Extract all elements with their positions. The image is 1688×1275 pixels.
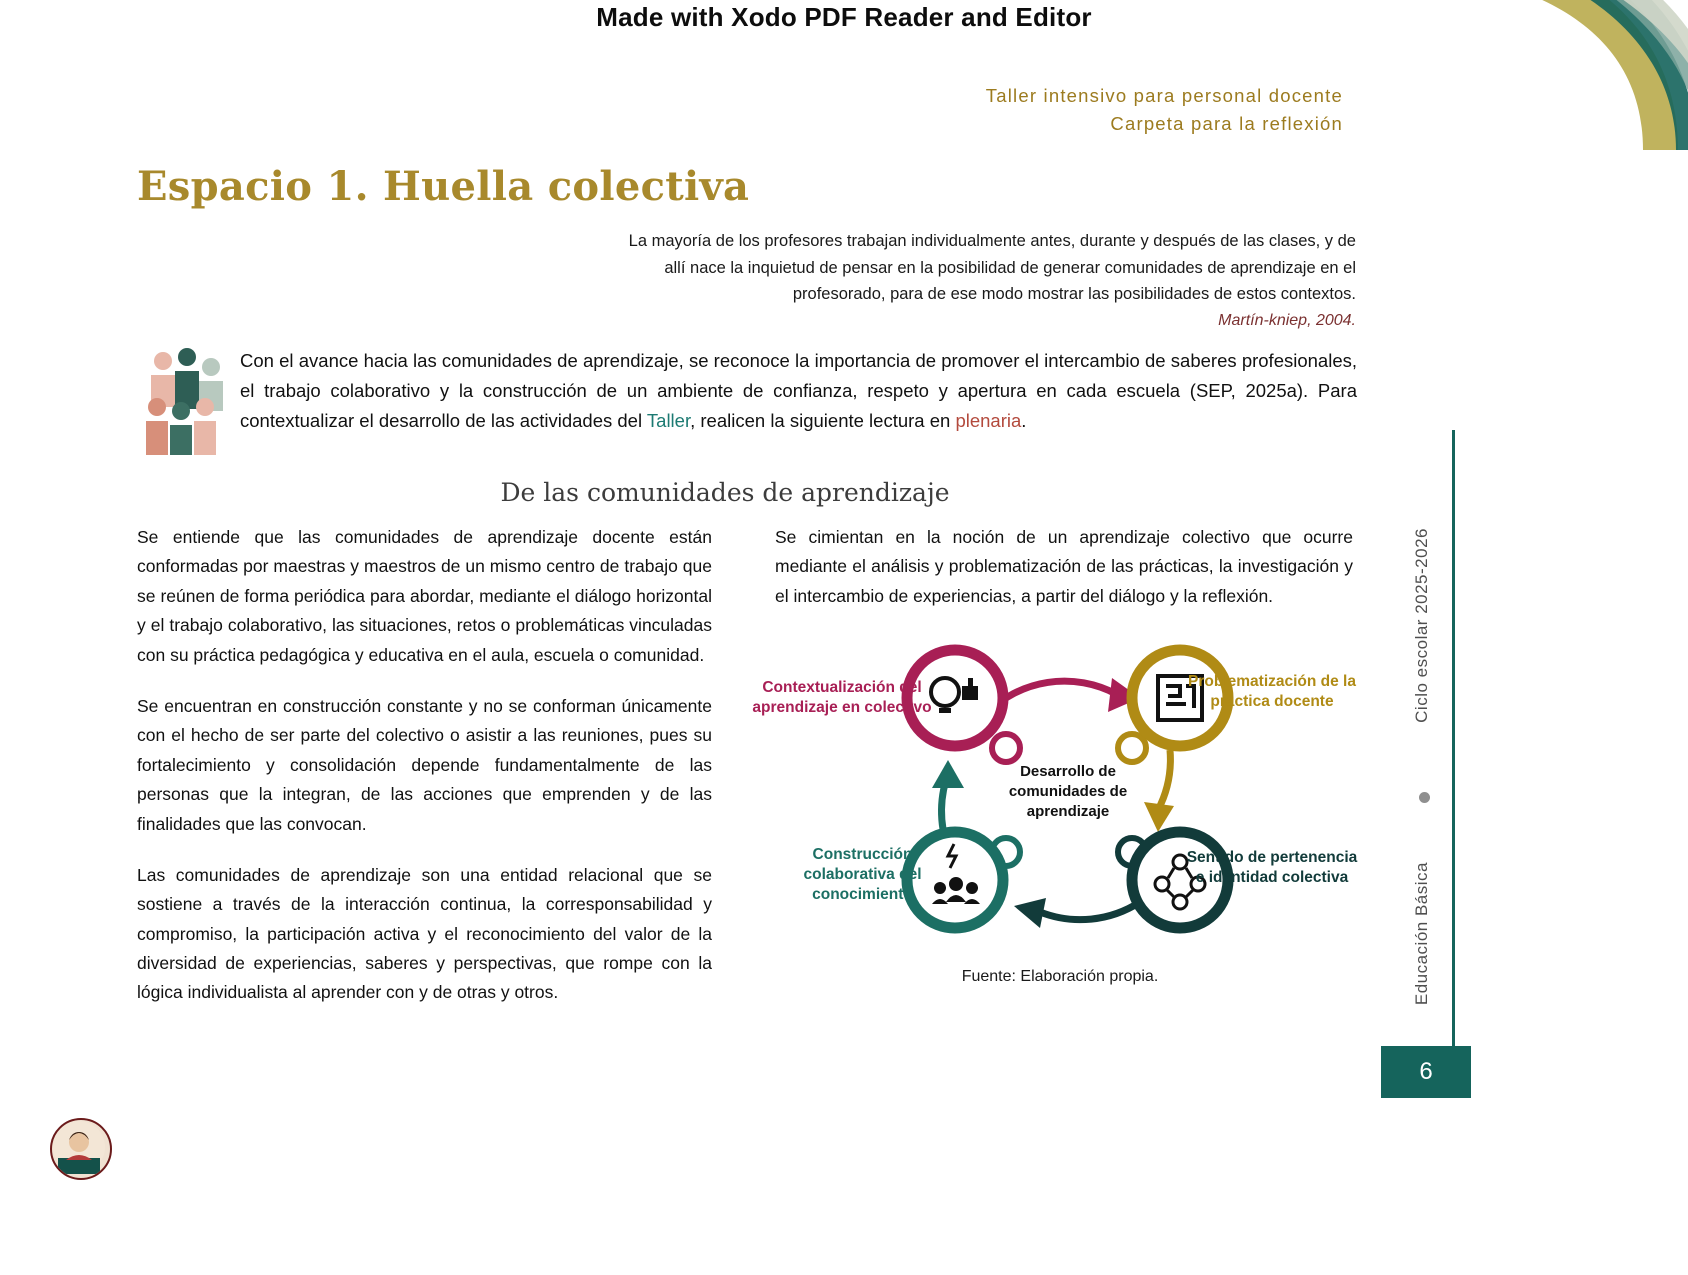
header-line-2: Carpeta para la reflexión	[1110, 112, 1343, 134]
rail-school-cycle: Ciclo escolar 2025-2026	[1412, 528, 1431, 723]
svg-text:comunidades de: comunidades de	[1008, 783, 1128, 800]
diagram-label-problematizacion-text: Problematización de la práctica docente	[1188, 673, 1356, 711]
intro-paragraph	[240, 346, 1357, 436]
intro-part-1: Con el avance hacia las comunidades de aprendizaje, se reconoce la importancia de promover el intercambio de saberes profesionales, el trabajo colaborativo y la construcción de un ambiente de confianza, respeto y apertura en cada escuela (SEP, 2025a). Para contextualizar el desarrollo de las actividades del	[240, 350, 1357, 431]
intro-highlight-taller: Taller	[646, 409, 691, 431]
epigraph-source: Martín-kniep, 2004.	[1218, 312, 1356, 329]
rail-separator-dot	[1419, 792, 1430, 803]
right-paragraph-1: Se cimientan en la noción de un aprendizaje colectivo que ocurre mediante el análisis y problematización de las prácticas, la investigación y el intercambio de experiencias, a partir del diálogo y la reflexión.	[775, 527, 1353, 606]
svg-text:aprendizaje: aprendizaje	[1026, 803, 1110, 820]
left-column	[137, 523, 712, 1030]
xodo-watermark-banner: Made with Xodo PDF Reader and Editor	[596, 2, 1092, 32]
intro-part-2: , realicen la siguiente lectura en	[690, 409, 956, 431]
diagram-label-sentido-text: Sentido de pertenencia e identidad colectiva	[1186, 849, 1358, 887]
document-header	[986, 82, 1343, 138]
diagram-label-construccion-text: Construcción colaborativa del conocimiento	[803, 846, 922, 904]
header-line-1: Taller intensivo para personal docente	[985, 85, 1343, 106]
intro-highlight-plenaria: plenaria	[955, 409, 1022, 431]
rail-education-level: Educación Básica	[1412, 862, 1431, 1006]
teacher-avatar-stamp	[50, 1118, 112, 1180]
epigraph-text: La mayoría de los profesores trabajan individualmente antes, durante y después de las clases, y de allí nace la inquietud de pensar en la posibilidad de generar comunidades de aprendizaje en el profesorado, para de ese modo mostrar las posibilidades de estos contextos.	[628, 232, 1356, 304]
left-paragraph-3: Las comunidades de aprendizaje son una entidad relacional que se sostiene a través de la interacción continua, la corresponsabilidad y compromiso, la participación activa y el reconocimiento del valor de la diversidad de experiencias, saberes y perspectivas, que rompe con la lógica individualista al aprender con y de otras y otros.	[137, 864, 712, 1003]
diagram-label-contextualizacion-text: Contextualización del aprendizaje en colectivo	[752, 679, 932, 717]
page-title: Espacio 1. Huella colectiva	[137, 163, 750, 210]
page-number-badge: 6	[1381, 1046, 1471, 1098]
right-column	[775, 523, 1353, 611]
svg-text:Desarrollo de: Desarrollo de	[1020, 763, 1116, 780]
left-paragraph-2: Se encuentran en construcción constante y no se conforman únicamente con el hecho de ser parte del colectivo o asistir a las reuniones, pues su fortalecimiento y consolidación depende fundamentalmente de las personas que la integran, de las acciones que emprenden y de las finalidades que las convocan.	[137, 695, 712, 834]
section-heading: De las comunidades de aprendizaje	[500, 478, 950, 507]
community-people-icon	[143, 345, 231, 460]
left-paragraph-1: Se entiende que las comunidades de aprendizaje docente están conformadas por maestras y maestros de un mismo centro de trabajo que se reúnen de forma periódica para abordar, mediante el diálogo horizontal y el trabajo colaborativo, las situaciones, retos o problemáticas vinculadas con su práctica pedagógica y educativa en el aula, escuela o comunidad.	[137, 527, 712, 665]
intro-part-3: .	[1021, 409, 1027, 431]
figure-source: Fuente: Elaboración propia.	[961, 968, 1159, 985]
side-rail-line	[1452, 430, 1455, 1050]
